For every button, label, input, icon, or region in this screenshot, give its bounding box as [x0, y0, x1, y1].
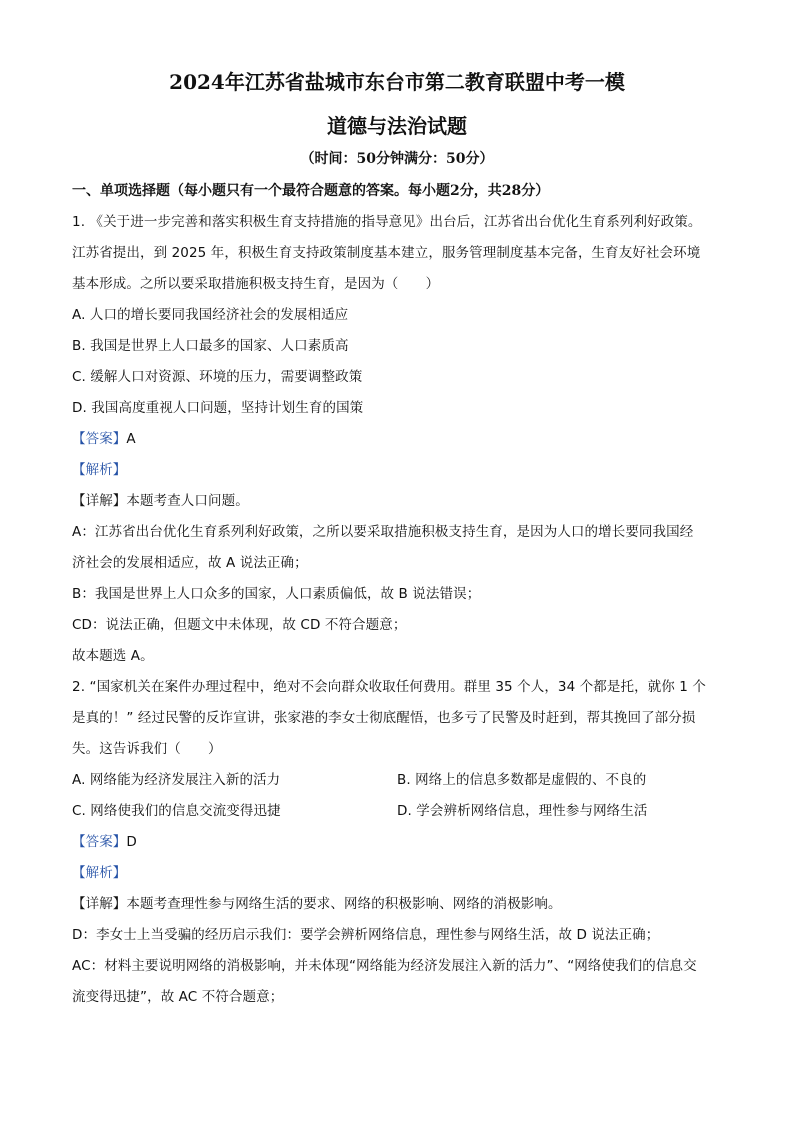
q1-analysis	[72, 455, 722, 486]
q1-stem-line: 江苏省提出，到 2025 年，积极生育支持政策制度基本建立，服务管理制度基本完备，生育友好社会环境	[72, 245, 701, 261]
detail-tag: 【详解】	[72, 896, 127, 912]
q1-answer	[72, 424, 722, 455]
q2-explain-line: D：李女士上当受骗的经历启示我们：要学会辨析网络信息，理性参与网络生活，故 D 说法正确；	[72, 927, 660, 943]
section-heading: 一、单项选择题（每小题只有一个最符合题意的答案。每小题2分，共28分）	[72, 183, 550, 199]
q2-explain-line: 流变得迅捷”，故 AC 不符合题意；	[72, 989, 284, 1005]
document-title: 2024年江苏省盐城市东台市第二教育联盟中考一模	[169, 70, 625, 94]
q1-explain-line: CD：说法正确，但题文中未体现，故 CD 不符合题意；	[72, 617, 407, 633]
question-2	[72, 672, 722, 1013]
q1-explain-line: A：江苏省出台优化生育系列利好政策，之所以要采取措施积极支持生育，是因为人口的增长要同我国经	[72, 524, 694, 540]
q2-options-row	[72, 796, 722, 827]
answer-value: D	[126, 834, 137, 850]
q2-explain-line: AC：材料主要说明网络的消极影响，并未体现“网络能为经济发展注入新的活力”、“网络使我们的信息交	[72, 958, 697, 974]
detail-text: 本题考查理性参与网络生活的要求、网络的积极影响、网络的消极影响。	[126, 896, 562, 912]
analysis-tag: 【解析】	[72, 865, 127, 881]
q2-stem-line: 失。这告诉我们（ ）	[72, 741, 222, 757]
q2-detail	[72, 889, 722, 920]
q1-explain-line: 故本题选 A。	[72, 648, 154, 664]
q1-explain-line: 济社会的发展相适应，故 A 说法正确；	[72, 555, 308, 571]
q2-option-b: B. 网络上的信息多数都是虚假的、不良的	[397, 772, 647, 788]
q1-stem-line: 1. 《关于进一步完善和落实积极生育支持措施的指导意见》出台后，江苏省出台优化生育系列利好政策。	[72, 214, 702, 230]
answer-value: A	[126, 431, 136, 447]
q1-option-d: D. 我国高度重视人口问题，坚持计划生育的国策	[72, 400, 364, 416]
q2-options-row	[72, 765, 722, 796]
document-subject: 道德与法治试题	[327, 114, 467, 138]
document-content	[72, 176, 722, 1013]
q1-option-a: A. 人口的增长要同我国经济社会的发展相适应	[72, 307, 349, 323]
analysis-tag: 【解析】	[72, 462, 127, 478]
q2-answer	[72, 827, 722, 858]
q2-stem-line: 2. “国家机关在案件办理过程中，绝对不会向群众收取任何费用。群里 35 个人，34 个都是托，就你 1 个	[72, 679, 706, 695]
q1-stem-line: 基本形成。之所以要采取措施积极支持生育，是因为（ ）	[72, 276, 440, 292]
q1-option-b: B. 我国是世界上人口最多的国家、人口素质高	[72, 338, 349, 354]
q1-detail	[72, 486, 722, 517]
q1-explain-line: B：我国是世界上人口众多的国家，人口素质偏低，故 B 说法错误；	[72, 586, 481, 602]
q2-option-a: A. 网络能为经济发展注入新的活力	[72, 772, 281, 788]
question-1	[72, 207, 722, 672]
answer-tag: 【答案】	[72, 431, 127, 447]
q2-option-d: D. 学会辨析网络信息，理性参与网络生活	[397, 803, 648, 819]
detail-tag: 【详解】	[72, 493, 127, 509]
answer-tag: 【答案】	[72, 834, 127, 850]
q1-option-c: C. 缓解人口对资源、环境的压力，需要调整政策	[72, 369, 363, 385]
detail-text: 本题考查人口问题。	[126, 493, 249, 509]
q2-option-c: C. 网络使我们的信息交流变得迅捷	[72, 803, 281, 819]
q2-stem-line: 是真的！” 经过民警的反诈宣讲，张家港的李女士彻底醒悟，也多亏了民警及时赶到，帮其挽回了部分损	[72, 710, 696, 726]
exam-meta: （时间：50分钟满分：50分）	[300, 151, 494, 167]
q2-analysis	[72, 858, 722, 889]
